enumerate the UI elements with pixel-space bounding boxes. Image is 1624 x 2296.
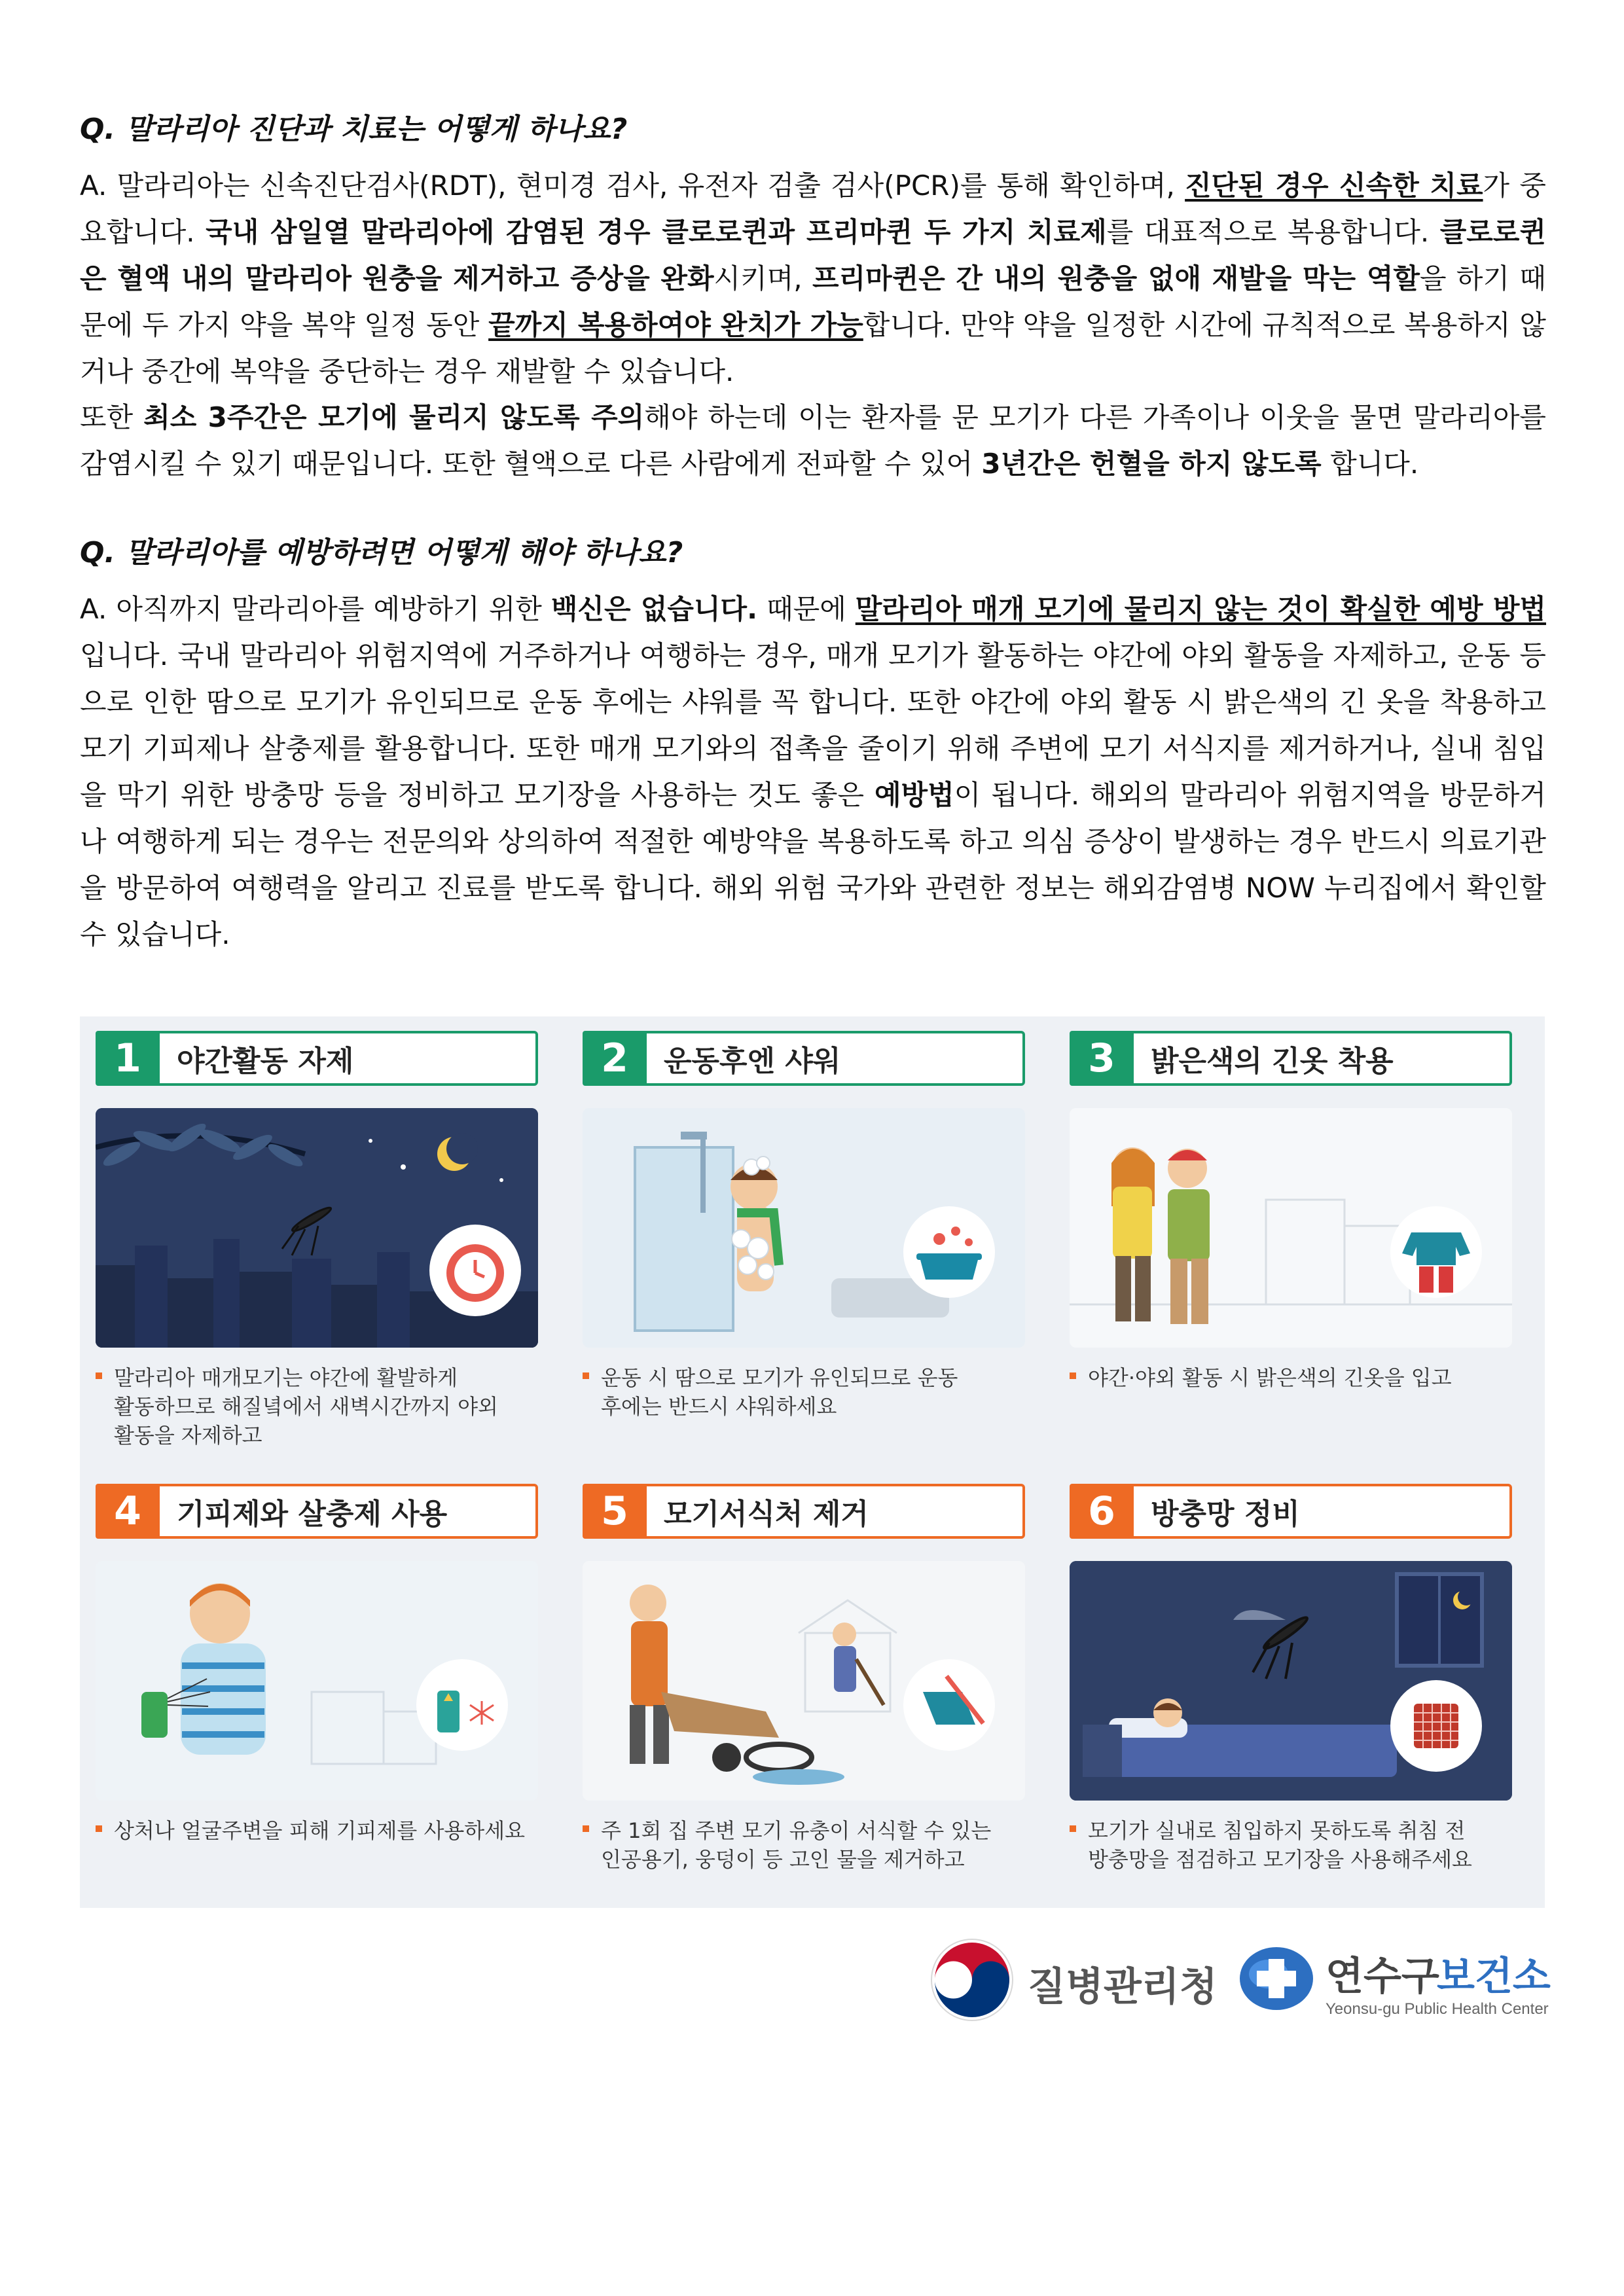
text-run: A. 말라리아는 신속진단검사(RDT), 현미경 검사, 유전자 검출 검사(PCR)를 통해 확인하며, bbox=[80, 170, 1185, 202]
bedroom-scene-illustration bbox=[1070, 1561, 1512, 1801]
text-run: 합니다. 만약 약을 일정한 시간에 규칙적으로 복용하지 않거나 중간에 복약을 중단하는 경우 재발할 수 있습니다. bbox=[80, 309, 1546, 387]
shower-scene-illustration bbox=[583, 1108, 1025, 1348]
panel-number: 5 bbox=[583, 1484, 647, 1539]
text-run: 이 됩니다. 해외의 말라리아 위험지역을 방문하거나 여행하게 되는 경우는 전문의와 상의하여 적절한 예방약을 복용하도록 하고 의심 증상이 발생하는 경우 반드시 의료기관을 방문하여 여행력을 알리고 진료를 받도록 합니다. 해외 위험 국가와 관련한 정보는 해외감염병 NOW 누리집에서 확인할 수 있습니다. bbox=[80, 779, 1546, 950]
text-run: 국내 삼일열 말라리아에 감염된 경우 클로로퀸과 프리마퀸 두 가지 치료제 bbox=[206, 216, 1107, 248]
panel-caption: 야간·야외 활동 시 밝은색의 긴옷을 입고 bbox=[1070, 1363, 1512, 1392]
text-run: 진단된 경우 신속한 치료 bbox=[1185, 170, 1483, 202]
panel-title: 방충망 정비 bbox=[1151, 1498, 1300, 1531]
panel-title: 야간활동 자제 bbox=[177, 1045, 354, 1078]
panel-caption: 상처나 얼굴주변을 피해 기피제를 사용하세요 bbox=[96, 1816, 538, 1845]
text-run: 합니다. bbox=[1321, 448, 1419, 480]
yeonsu-health-emblem-icon bbox=[1237, 1943, 1316, 2015]
panel-title: 모기서식처 제거 bbox=[664, 1498, 869, 1531]
text-run: 을 하기 때문에 두 가지 약을 복약 일정 동안 bbox=[80, 262, 1547, 341]
habitat-scene-illustration bbox=[583, 1561, 1025, 1801]
text-run: 가 중요합니다. bbox=[80, 170, 1546, 248]
text-run: 클로로퀸은 혈액 내의 말라리아 원충을 제거하고 증상을 완화 bbox=[80, 216, 1546, 295]
panel-header bbox=[96, 1484, 538, 1539]
panel-night-activity bbox=[80, 1016, 549, 1455]
question-diagnosis-heading: Q. 말라리아 진단과 치료는 어떻게 하나요? bbox=[80, 113, 628, 146]
answer-prevention-paragraph bbox=[80, 586, 1546, 958]
text-run: 를 대표적으로 복용합니다. bbox=[1106, 216, 1440, 248]
panel-title: 밝은색의 긴옷 착용 bbox=[1151, 1045, 1394, 1078]
yeonsu-name-part-b: 보건소 bbox=[1437, 1954, 1551, 2000]
panel-shower bbox=[567, 1016, 1036, 1455]
panel-caption: 모기가 실내로 침입하지 못하도록 취침 전 방충망을 점검하고 모기장을 사용해주세요 bbox=[1070, 1816, 1512, 1874]
panel-long-clothes bbox=[1054, 1016, 1523, 1455]
yeonsu-name-part-a: 연수구 bbox=[1326, 1954, 1439, 2000]
text-run: A. 아직까지 말라리아를 예방하기 위한 bbox=[80, 593, 551, 625]
night-scene-illustration bbox=[96, 1108, 538, 1348]
panel-habitat-removal bbox=[567, 1469, 1036, 1908]
text-run: 시키며, bbox=[713, 262, 812, 295]
text-run: 해야 하는데 이는 환자를 문 모기가 다른 가족이나 이웃을 물면 말라리아를 감염시킬 수 있기 때문입니다. 또한 혈액으로 다른 사람에게 전파할 수 있어 bbox=[80, 401, 1546, 480]
kdca-name: 질병관리청 bbox=[1028, 1964, 1218, 2010]
panel-caption: 말라리아 매개모기는 야간에 활발하게 활동하므로 해질녘에서 새벽시간까지 야외 활동을 자제하고 bbox=[96, 1363, 538, 1450]
answer-diagnosis-paragraph-1 bbox=[80, 162, 1546, 395]
panel-number: 4 bbox=[96, 1484, 160, 1539]
panel-number: 6 bbox=[1070, 1484, 1134, 1539]
panel-header bbox=[583, 1031, 1025, 1086]
yeonsu-english-name: Yeonsu-gu Public Health Center bbox=[1326, 2000, 1549, 2018]
yeonsu-logo bbox=[1237, 1943, 1316, 2015]
text-run: 3년간은 헌혈을 하지 않도록 bbox=[981, 448, 1322, 480]
text-run: 입니다. 국내 말라리아 위험지역에 거주하거나 여행하는 경우, 매개 모기가 활동하는 야간에 야외 활동을 자제하고, 운동 등으로 인한 땀으로 모기가 유인되므로 운동 후에는 샤워를 꼭 합니다. 또한 야간에 야외 활동 시 밝은색의 긴 옷을 착용하고 모기 기피제나 살충제를 활용합니다. 또한 매개 모기와의 접촉을 줄이기 위해 주변에 모기 서식지를 제거하거나, 실내 침입을 막기 위한 방충망 등을 정비하고 모기장을 사용하는 것도 좋은 bbox=[80, 639, 1546, 811]
prevention-infographic bbox=[80, 1016, 1545, 1908]
panel-title: 운동후엔 샤워 bbox=[664, 1045, 841, 1078]
panel-number: 1 bbox=[96, 1031, 160, 1086]
panel-number: 3 bbox=[1070, 1031, 1134, 1086]
answer-diagnosis-paragraph-2 bbox=[80, 394, 1546, 487]
panel-header bbox=[96, 1031, 538, 1086]
clothes-scene-illustration bbox=[1070, 1108, 1512, 1348]
panel-header bbox=[1070, 1031, 1512, 1086]
text-run: 최소 3주간은 모기에 물리지 않도록 주의 bbox=[143, 401, 645, 433]
text-run: 백신은 없습니다. bbox=[550, 593, 758, 625]
panel-header bbox=[1070, 1484, 1512, 1539]
kdca-logo bbox=[929, 1937, 1015, 2022]
panel-window-screen bbox=[1054, 1469, 1523, 1908]
panel-caption: 주 1회 집 주변 모기 유충이 서식할 수 있는 인공용기, 웅덩이 등 고인 물을 제거하고 bbox=[583, 1816, 1025, 1874]
repellent-scene-illustration bbox=[96, 1561, 538, 1801]
panel-number: 2 bbox=[583, 1031, 647, 1086]
text-run: 또한 bbox=[80, 401, 144, 433]
text-run: 프리마퀸은 간 내의 원충을 없애 재발을 막는 역할 bbox=[812, 262, 1420, 295]
panel-repellent bbox=[80, 1469, 549, 1908]
text-run: 예방법 bbox=[874, 779, 954, 811]
panel-caption: 운동 시 땀으로 모기가 유인되므로 운동 후에는 반드시 샤워하세요 bbox=[583, 1363, 1025, 1421]
question-prevention-heading: Q. 말라리아를 예방하려면 어떻게 해야 하나요? bbox=[80, 536, 683, 569]
footer-logos bbox=[929, 1923, 1551, 2034]
panel-title: 기피제와 살충제 사용 bbox=[177, 1498, 448, 1531]
text-run: 끝까지 복용하여야 완치가 가능 bbox=[488, 309, 863, 341]
text-run: 말라리아 매개 모기에 물리지 않는 것이 확실한 예방 방법 bbox=[855, 593, 1546, 625]
panel-header bbox=[583, 1484, 1025, 1539]
kdca-emblem-icon bbox=[929, 1937, 1015, 2022]
text-run: 때문에 bbox=[757, 593, 856, 625]
